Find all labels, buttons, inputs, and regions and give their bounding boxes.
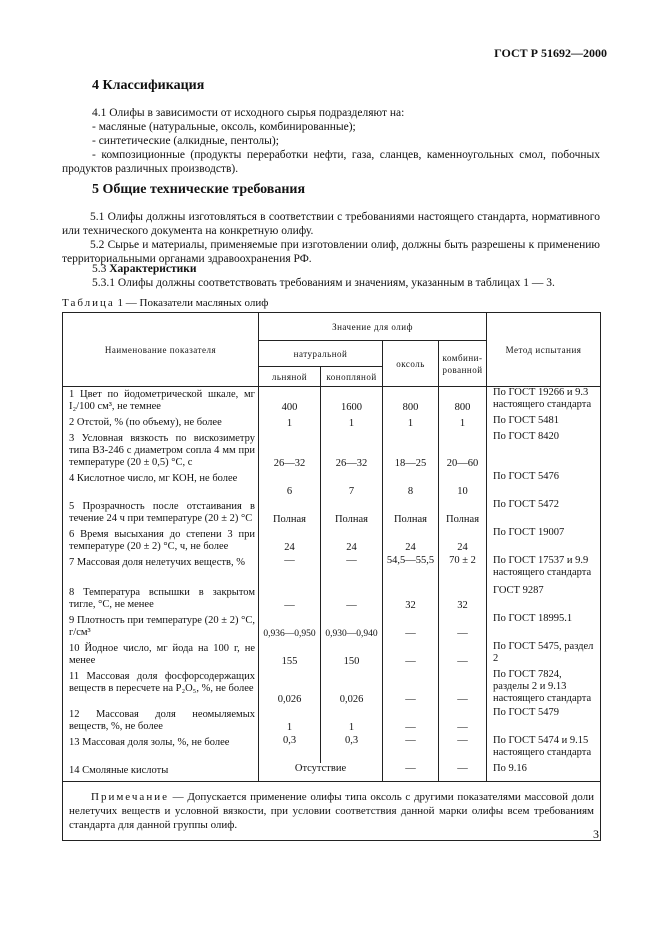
- header-name: Наименование показателя: [63, 313, 259, 387]
- row-method: По ГОСТ 5476: [487, 471, 601, 499]
- row-combined: 1: [439, 415, 487, 431]
- s4-bullet-1: - масляные (натуральные, оксоль, комбинированные);: [92, 121, 356, 133]
- row-combined: —: [439, 735, 487, 763]
- row-linseed: 0,026: [259, 669, 321, 707]
- row-combined: 800: [439, 387, 487, 416]
- row-hemp: Полная: [321, 499, 383, 527]
- table-row: [63, 555, 601, 585]
- row-method: По 9.16: [487, 763, 601, 781]
- table-row: [63, 499, 601, 527]
- row-method: ГОСТ 9287: [487, 585, 601, 613]
- row-method: По ГОСТ 18995.1: [487, 613, 601, 641]
- row-linseed: 0,936—0,950: [259, 613, 321, 641]
- row-name: 4 Кислотное число, мг КОН, не более: [63, 471, 259, 499]
- section-5-title: 5 Общие технические требования: [92, 182, 306, 197]
- row-oxol: 18—25: [383, 431, 439, 471]
- row-combined: —: [439, 669, 487, 707]
- document-header: ГОСТ Р 51692—2000: [494, 46, 607, 60]
- row-name: 3 Условная вязкость по вискозиметру типа ВЗ-246 с диаметром сопла 4 мм при температуре (20 ± 0,5) °С, с: [63, 431, 259, 471]
- row-oxol: —: [383, 735, 439, 763]
- row-oxol: 800: [383, 387, 439, 416]
- row-name: 6 Время высыхания до степени 3 при температуре (20 ± 2) °С, ч, не более: [63, 527, 259, 555]
- row-method: По ГОСТ 5472: [487, 499, 601, 527]
- header-method: Метод испытания: [487, 313, 601, 387]
- row-combined: 70 ± 2: [439, 555, 487, 585]
- row-hemp: 24: [321, 527, 383, 555]
- s5-p3-number: 5.3: [92, 263, 107, 275]
- row-oxol: —: [383, 707, 439, 735]
- row-oxol: —: [383, 641, 439, 669]
- row-hemp: 26—32: [321, 431, 383, 471]
- row-method: По ГОСТ 5474 и 9.15 настоящего стандарта: [487, 735, 601, 763]
- row-method: По ГОСТ 17537 и 9.9 настоящего стандарта: [487, 555, 601, 585]
- row-hemp: 1: [321, 415, 383, 431]
- row-linseed: 1: [259, 415, 321, 431]
- row-name: 11 Массовая доля фосфорсодержащих веществ в пересчете на P₂O₅, %, не более: [63, 669, 259, 707]
- row-method: По ГОСТ 19266 и 9.3 настоящего стандарта: [487, 387, 601, 416]
- row-name: 7 Массовая доля нелетучих веществ, %: [63, 555, 259, 585]
- row-hemp: 7: [321, 471, 383, 499]
- table-row: [63, 431, 601, 471]
- s5-p1: 5.1 Олифы должны изготовляться в соответствии с требованиями настоящего стандарта, нормативного или технического документа на конкретную олифу.: [62, 211, 600, 237]
- row-method: По ГОСТ 5479: [487, 707, 601, 735]
- row-hemp: 0,930—0,940: [321, 613, 383, 641]
- s4-bullet-2: - синтетические (алкидные, пентолы);: [92, 135, 279, 147]
- row-oxol: 8: [383, 471, 439, 499]
- row-oxol: 32: [383, 585, 439, 613]
- page-number: 3: [593, 827, 599, 841]
- table-row: [63, 613, 601, 641]
- header-natural: натуральной: [259, 341, 383, 367]
- row-hemp: —: [321, 555, 383, 585]
- row-name: 9 Плотность при температуре (20 ± 2) °С, г/см³: [63, 613, 259, 641]
- row-hemp: 0,026: [321, 669, 383, 707]
- table-row: [63, 735, 601, 763]
- table-row: [63, 763, 601, 781]
- row-hemp: 150: [321, 641, 383, 669]
- table-row: [63, 387, 601, 416]
- row-name: 1 Цвет по йодометрической шкале, мг I₂/100 см³, не темнее: [63, 387, 259, 416]
- table-row: [63, 707, 601, 735]
- row-combined: —: [439, 641, 487, 669]
- table-row: [63, 669, 601, 707]
- table-caption-word: Таблица: [62, 297, 115, 309]
- table-row: [63, 471, 601, 499]
- row-natural-merged: Отсутствие: [259, 763, 383, 781]
- row-name: 2 Отстой, % (по объему), не более: [63, 415, 259, 431]
- row-oxol: —: [383, 763, 439, 781]
- row-method: По ГОСТ 5481: [487, 415, 601, 431]
- row-combined: —: [439, 707, 487, 735]
- row-linseed: Полная: [259, 499, 321, 527]
- table-row: [63, 641, 601, 669]
- row-name: 8 Температура вспышки в закрытом тигле, °С, не менее: [63, 585, 259, 613]
- row-method: По ГОСТ 5475, раздел 2: [487, 641, 601, 669]
- row-combined: —: [439, 613, 487, 641]
- row-combined: 32: [439, 585, 487, 613]
- row-linseed: 26—32: [259, 431, 321, 471]
- note-text: — Допускается применение олифы типа оксоль с другими показателями массовой доли нелетучих веществ и условной вязкости, при условии соответствия данной марки олифы всем требованиям стандарта для данной группы олиф.: [69, 790, 595, 831]
- row-linseed: 155: [259, 641, 321, 669]
- s5-p2: 5.2 Сырье и материалы, применяемые при изготовлении олиф, должны быть разрешены к применению территориальными органами здравоохранения РФ.: [62, 239, 600, 265]
- table-note-row: [63, 781, 601, 840]
- row-name: 10 Йодное число, мг йода на 100 г, не менее: [63, 641, 259, 669]
- row-name: 14 Смоляные кислоты: [63, 763, 259, 781]
- header-hemp: конопляной: [321, 367, 383, 387]
- row-oxol: 24: [383, 527, 439, 555]
- s4-bullet-3: - композиционные (продукты переработки нефти, газа, сланцев, каменноугольных смол, побочных продуктов различных производств).: [62, 149, 600, 175]
- row-combined: 24: [439, 527, 487, 555]
- row-linseed: —: [259, 555, 321, 585]
- row-hemp: —: [321, 585, 383, 613]
- header-oxol: оксоль: [383, 341, 439, 387]
- row-hemp: 0,3: [321, 735, 383, 763]
- s5-p3: [92, 262, 600, 276]
- table-row: [63, 415, 601, 431]
- note-word: Примечание: [91, 790, 169, 803]
- row-oxol: 54,5—55,5: [383, 555, 439, 585]
- row-linseed: 6: [259, 471, 321, 499]
- row-linseed: 0,3: [259, 735, 321, 763]
- table-caption-rest: 1 — Показатели масляных олиф: [114, 297, 269, 309]
- row-name: 13 Массовая доля золы, %, не более: [63, 735, 259, 763]
- row-hemp: 1: [321, 707, 383, 735]
- row-method: По ГОСТ 8420: [487, 431, 601, 471]
- table-note: [63, 781, 601, 840]
- header-linseed: льняной: [259, 367, 321, 387]
- row-linseed: 400: [259, 387, 321, 416]
- row-oxol: —: [383, 669, 439, 707]
- row-name: 12 Массовая доля неомыляемых веществ, %, не более: [63, 707, 259, 735]
- row-oxol: 1: [383, 415, 439, 431]
- row-linseed: —: [259, 585, 321, 613]
- row-combined: 20—60: [439, 431, 487, 471]
- row-hemp: 1600: [321, 387, 383, 416]
- s4-paragraph: 4.1 Олифы в зависимости от исходного сырья подразделяют на:: [92, 107, 405, 119]
- row-linseed: 1: [259, 707, 321, 735]
- row-combined: 10: [439, 471, 487, 499]
- row-name: 5 Прозрачность после отстаивания в течение 24 ч при температуре (20 ± 2) °С: [63, 499, 259, 527]
- section-4-title: 4 Классификация: [92, 78, 205, 93]
- olifa-table: [62, 312, 601, 841]
- row-combined: —: [439, 763, 487, 781]
- row-method: По ГОСТ 19007: [487, 527, 601, 555]
- table-row: [63, 585, 601, 613]
- s5-p3-title: Характеристики: [109, 263, 197, 275]
- row-linseed: 24: [259, 527, 321, 555]
- row-oxol: Полная: [383, 499, 439, 527]
- table-row: [63, 527, 601, 555]
- row-combined: Полная: [439, 499, 487, 527]
- header-combined: комбини-рованной: [439, 341, 487, 387]
- table-caption: [62, 297, 268, 309]
- header-value: Значение для олиф: [259, 313, 487, 341]
- row-method: По ГОСТ 7824, разделы 2 и 9.13 настоящего стандарта: [487, 669, 601, 707]
- row-oxol: —: [383, 613, 439, 641]
- s5-p4: 5.3.1 Олифы должны соответствовать требованиям и значениям, указанным в таблицах 1 — 3.: [92, 277, 555, 289]
